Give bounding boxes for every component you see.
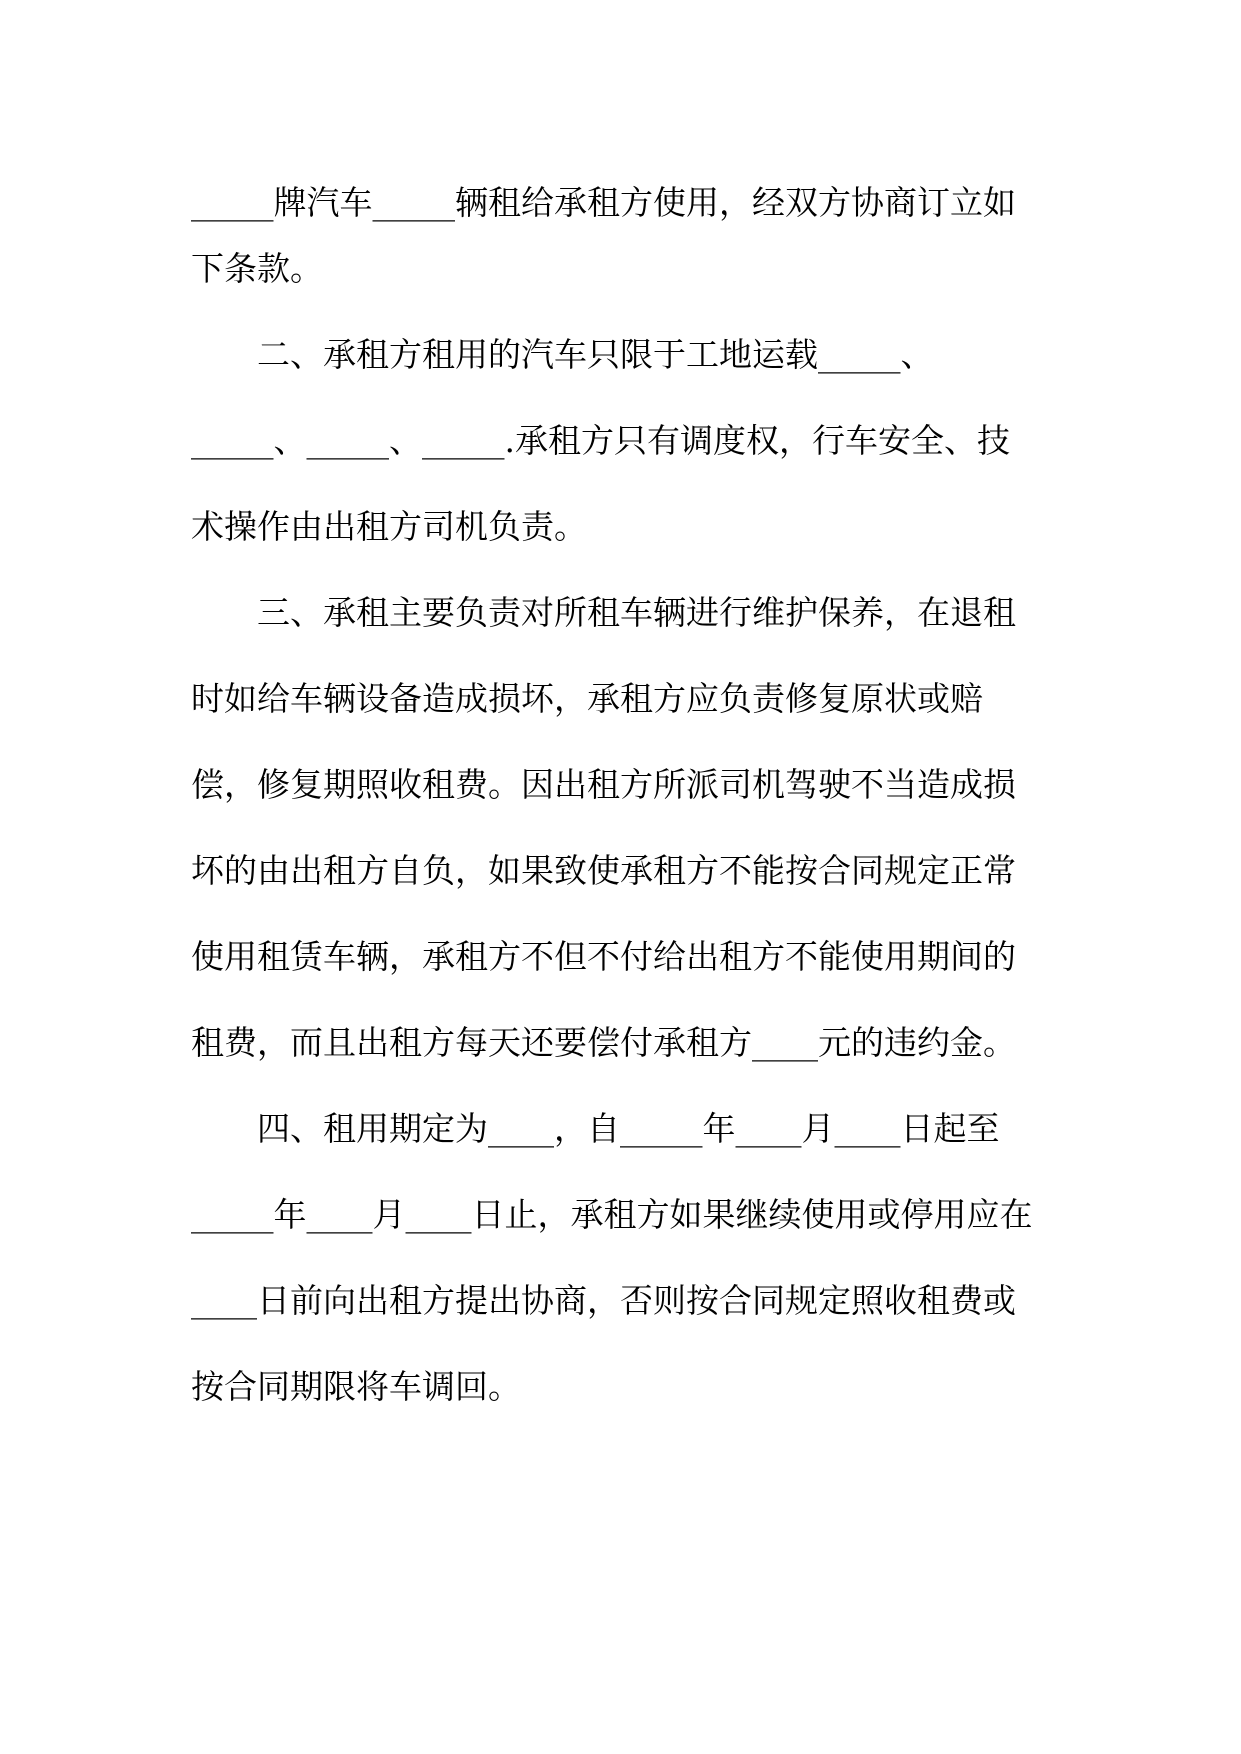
text-line: 下条款。 [191,249,323,288]
text-line: 术操作由出租方司机负责。 [191,507,587,546]
clause-4-heading-line: 四、租用期定为____，自_____年____月____日起至 [257,1109,1000,1148]
text-line: 时如给车辆设备造成损坏，承租方应负责修复原状或赔 [191,679,983,718]
text-line: ____日前向出租方提出协商，否则按合同规定照收租费或 [191,1281,1016,1320]
text-line: _____年____月____日止，承租方如果继续使用或停用应在 [191,1195,1033,1234]
clause-2-heading-line: 二、承租方租用的汽车只限于工地运载_____、 [257,335,934,374]
text-line: 按合同期限将车调回。 [191,1367,521,1406]
text-line: 租费，而且出租方每天还要偿付承租方____元的违约金。 [191,1023,1016,1062]
text-line: _____、_____、_____.承租方只有调度权，行车安全、技 [191,421,1010,460]
text-line: _____牌汽车_____辆租给承租方使用，经双方协商订立如 [191,183,1016,222]
clause-3-heading-line: 三、承租主要负责对所租车辆进行维护保养，在退租 [257,593,1016,632]
text-line: 使用租赁车辆，承租方不但不付给出租方不能使用期间的 [191,937,1016,976]
text-line: 坏的由出租方自负，如果致使承租方不能按合同规定正常 [191,851,1016,890]
text-line: 偿，修复期照收租费。因出租方所派司机驾驶不当造成损 [191,765,1016,804]
